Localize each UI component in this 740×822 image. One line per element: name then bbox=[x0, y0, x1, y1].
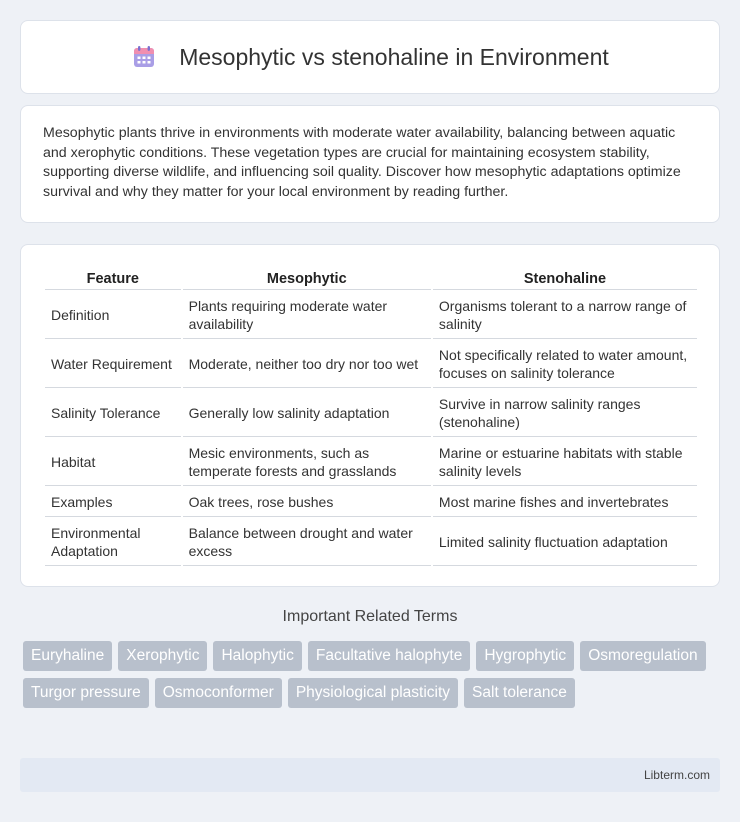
tag-halophytic[interactable]: Halophytic bbox=[213, 641, 301, 671]
table-cell: Salinity Tolerance bbox=[45, 390, 181, 437]
tag-hygrophytic[interactable]: Hygrophytic bbox=[476, 641, 574, 671]
table-cell: Limited salinity fluctuation adaptation bbox=[433, 519, 697, 566]
table-cell: Organisms tolerant to a narrow range of salinity bbox=[433, 292, 697, 339]
tag-osmoregulation[interactable]: Osmoregulation bbox=[580, 641, 705, 671]
table-cell: Generally low salinity adaptation bbox=[183, 390, 431, 437]
table-cell: Not specifically related to water amount, focuses on salinity tolerance bbox=[433, 341, 697, 388]
table-row bbox=[45, 439, 697, 486]
table-cell: Examples bbox=[45, 488, 181, 517]
table-cell: Oak trees, rose bushes bbox=[183, 488, 431, 517]
table-cell: Plants requiring moderate water availability bbox=[183, 292, 431, 339]
intro-paragraph: Mesophytic plants thrive in environments with moderate water availability, balancing between aquatic and xerophytic conditions. These vegetation types are crucial for maintaining ecosystem stability, supporting diverse wildlife, and influencing soil quality. Discover how mesophytic adaptations optimize survival and why they matter for your local environment by reading further. bbox=[43, 125, 681, 200]
tag-physiological-plasticity[interactable]: Physiological plasticity bbox=[288, 678, 458, 708]
footer bbox=[20, 758, 720, 792]
table-cell: Most marine fishes and invertebrates bbox=[433, 488, 697, 517]
tag-xerophytic[interactable]: Xerophytic bbox=[118, 641, 207, 671]
table-row bbox=[45, 292, 697, 339]
table-row bbox=[45, 341, 697, 388]
calendar-grid-icon bbox=[131, 44, 157, 70]
table-cell: Moderate, neither too dry nor too wet bbox=[183, 341, 431, 388]
table-row bbox=[45, 488, 697, 517]
table-cell: Marine or estuarine habitats with stable salinity levels bbox=[433, 439, 697, 486]
table-cell: Mesic environments, such as temperate forests and grasslands bbox=[183, 439, 431, 486]
column-header-stenohaline: Stenohaline bbox=[433, 267, 697, 290]
page-title: Mesophytic vs stenohaline in Environment bbox=[179, 43, 609, 70]
footer-brand-link[interactable]: Libterm.com bbox=[643, 768, 710, 782]
intro-card bbox=[20, 105, 720, 223]
table-row bbox=[45, 519, 697, 566]
tag-salt-tolerance[interactable]: Salt tolerance bbox=[464, 678, 575, 708]
table-cell: Survive in narrow salinity ranges (stenohaline) bbox=[433, 390, 697, 437]
related-terms-list bbox=[23, 641, 723, 708]
table-cell: Water Requirement bbox=[45, 341, 181, 388]
comparison-table bbox=[43, 265, 699, 568]
table-row bbox=[45, 390, 697, 437]
tag-facultative-halophyte[interactable]: Facultative halophyte bbox=[308, 641, 470, 671]
header-card bbox=[20, 20, 720, 94]
table-cell: Balance between drought and water excess bbox=[183, 519, 431, 566]
column-header-feature: Feature bbox=[45, 267, 181, 290]
comparison-card bbox=[20, 244, 720, 587]
tag-euryhaline[interactable]: Euryhaline bbox=[23, 641, 112, 671]
tag-osmoconformer[interactable]: Osmoconformer bbox=[155, 678, 282, 708]
table-cell: Habitat bbox=[45, 439, 181, 486]
table-cell: Definition bbox=[45, 292, 181, 339]
table-cell: Environmental Adaptation bbox=[45, 519, 181, 566]
related-terms-title: Important Related Terms bbox=[282, 608, 458, 625]
tag-turgor-pressure[interactable]: Turgor pressure bbox=[23, 678, 149, 708]
column-header-mesophytic: Mesophytic bbox=[183, 267, 431, 290]
table-header-row bbox=[45, 267, 697, 290]
